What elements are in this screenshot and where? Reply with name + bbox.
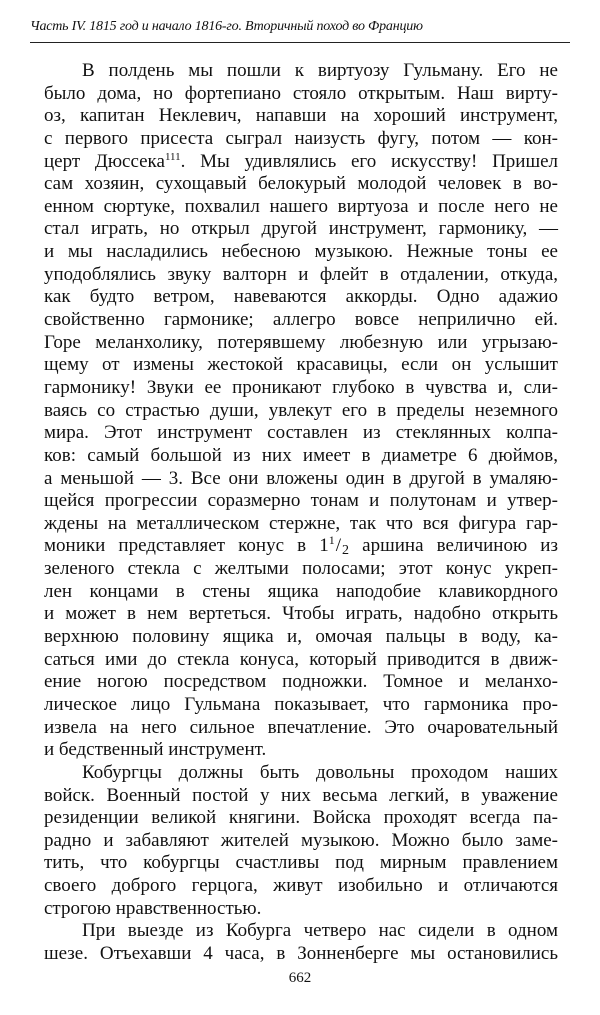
- text-line: ение ногою посредством подножки. Томное и меланхо-: [44, 671, 558, 693]
- text-line: [44, 151, 558, 174]
- text-line: лическое лицо Гульмана показывает, что гармоника про-: [44, 693, 558, 715]
- text-line: верхнюю половину ящика и, омочая пальцы в воду, ка-: [44, 626, 558, 648]
- text-line: енном сюртуке, похвалил нашего виртуоза и после него не: [44, 195, 558, 217]
- text-line: ваясь со страстью души, увлекут его в пределы неземного: [44, 399, 558, 421]
- text-line: гармонику! Звуки ее проникают глубоко в чувства и, сли-: [44, 376, 558, 398]
- text-segment: моники представляет конус в 1: [44, 535, 329, 557]
- text-line: шезе. Отъехавши 4 часа, в Зонненберге мы остановились: [44, 942, 558, 964]
- text-line: зеленого стекла с желтыми полосами; этот конус укреп-: [44, 558, 558, 580]
- text-line: В полдень мы пошли к виртуозу Гульману. Его не: [82, 60, 558, 81]
- text-line: и бедственный инструмент.: [44, 739, 267, 761]
- text-line: и мы насладились небесною музыкою. Нежные тоны ее: [44, 241, 558, 263]
- footnote-marker: 111: [164, 150, 181, 163]
- text-line: тить, что кобургцы счастливы под мирным правлением: [44, 852, 558, 874]
- text-line: было дома, но фортепиано стояло открытым. Наш вирту-: [44, 82, 558, 104]
- text-line: резиденции великой княгини. Войска проходят всегда па-: [44, 807, 558, 829]
- text-line: извела на него сильное впечатление. Это очаровательный: [44, 716, 558, 738]
- text-line: своего доброго герцога, живут изобильно и отличаются: [44, 875, 558, 897]
- text-line: Кобургцы должны быть довольны проходом наших: [82, 761, 558, 783]
- text-line: лен концами в стены ящика наподобие клавикордного: [44, 580, 558, 602]
- text-line: [44, 535, 558, 558]
- text-segment: . Мы удивлялись его искусству! Пришел: [180, 150, 558, 172]
- fraction-denominator: 2: [342, 543, 350, 559]
- text-segment: церт Дюссека: [44, 150, 165, 172]
- text-line: мира. Этот инструмент составлен из стеклянных колпа-: [44, 422, 558, 444]
- text-line: сам хозяин, сухощавый белокурый молодой человек в во-: [44, 173, 558, 195]
- text-line: радно и забавляют жителей музыкою. Можно было заме-: [44, 829, 558, 851]
- fraction-numerator: 1: [328, 533, 335, 548]
- fraction-slash: /: [335, 535, 342, 557]
- text-line: строгою нравственностью.: [44, 897, 262, 919]
- text-line: а меньшой — 3. Все они вложены один в другой в умаляю-: [44, 467, 558, 489]
- text-line: щейся прогрессии соразмерно тонам и полутонам и утвер-: [44, 490, 558, 512]
- text-line: с первого присеста сыграл наизусть фугу, потом — кон-: [44, 127, 558, 149]
- text-line: саться ими до стекла конуса, который приводится в движ-: [44, 648, 558, 670]
- text-line: и может в нем вертеться. Чтобы играть, надобно открыть: [44, 603, 558, 625]
- text-line: войск. Военный постой у них весьма легкий, в уважение: [44, 784, 558, 806]
- text-segment: аршина величиною из: [349, 535, 558, 557]
- text-line: свойственно гармонике; аллегро вовсе неприлично ей.: [44, 309, 558, 331]
- text-line: щему от измены жестокой красавицы, если он услышит: [44, 354, 558, 376]
- text-line: Горе меланхолику, потерявшему любезную или угрызаю-: [44, 331, 558, 353]
- text-line: оз, капитан Неклевич, напавши на хороший инструмент,: [44, 105, 558, 127]
- text-line: При выезде из Кобурга четверо нас сидели в одном: [82, 920, 558, 942]
- text-line: как будто ветром, навеваются аккорды. Одно адажио: [44, 286, 558, 308]
- text-line: ждены на металлическом стержне, так что вся фигура гар-: [44, 512, 558, 534]
- body-text: [44, 60, 558, 966]
- page-number: 662: [288, 970, 312, 986]
- text-line: стал играть, но открыл другой инструмент, гармонику, —: [44, 218, 558, 240]
- text-line: ков: самый большой из них имеет в диаметре 6 дюймов,: [44, 444, 558, 466]
- text-line: уподоблялись звуку валторн и флейт в отдалении, откуда,: [44, 263, 558, 285]
- running-head: Часть IV. 1815 год и начало 1816-го. Вторичный поход во Францию: [30, 19, 423, 34]
- header-rule: [30, 42, 570, 43]
